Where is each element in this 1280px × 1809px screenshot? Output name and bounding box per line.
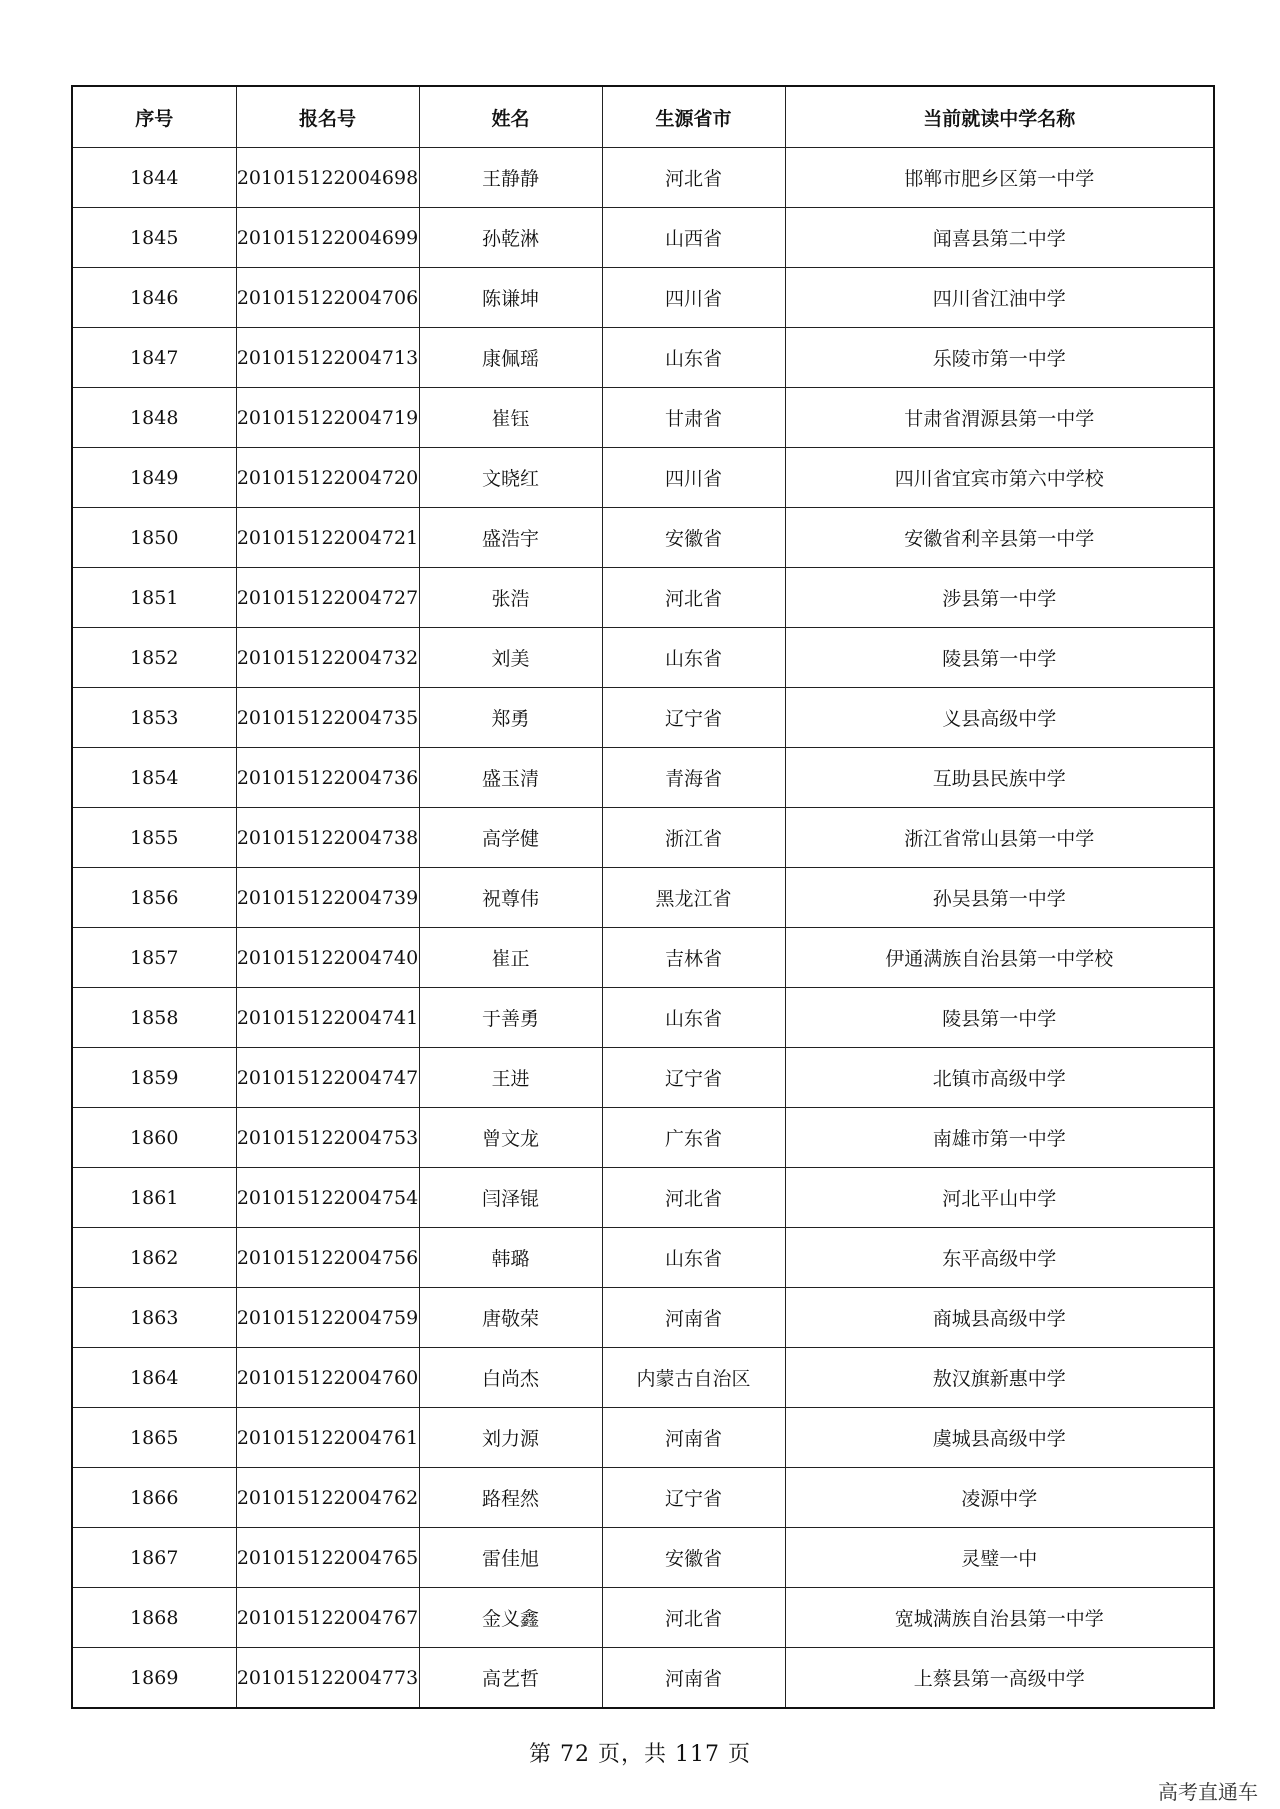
cell-reg-no: 201015122004732 [236,628,419,688]
cell-name: 孙乾淋 [419,208,602,268]
table-row [72,988,1214,1048]
cell-seq: 1857 [72,928,236,988]
cell-school: 闻喜县第二中学 [785,208,1214,268]
cell-seq: 1855 [72,808,236,868]
cell-reg-no: 201015122004738 [236,808,419,868]
cell-seq: 1863 [72,1288,236,1348]
cell-reg-no: 201015122004739 [236,868,419,928]
cell-seq: 1865 [72,1408,236,1468]
cell-name: 高艺哲 [419,1648,602,1709]
cell-name: 雷佳旭 [419,1528,602,1588]
cell-province: 辽宁省 [602,1468,785,1528]
cell-school: 宽城满族自治县第一中学 [785,1588,1214,1648]
cell-school: 商城县高级中学 [785,1288,1214,1348]
table-row [72,1648,1214,1709]
cell-province: 浙江省 [602,808,785,868]
table-row [72,1108,1214,1168]
cell-name: 祝尊伟 [419,868,602,928]
cell-province: 四川省 [602,448,785,508]
cell-name: 王进 [419,1048,602,1108]
cell-province: 四川省 [602,268,785,328]
cell-school: 陵县第一中学 [785,628,1214,688]
header-school: 当前就读中学名称 [785,86,1214,148]
table-row [72,328,1214,388]
table-row [72,1588,1214,1648]
cell-seq: 1847 [72,328,236,388]
cell-school: 甘肃省渭源县第一中学 [785,388,1214,448]
cell-province: 河北省 [602,1588,785,1648]
cell-reg-no: 201015122004762 [236,1468,419,1528]
cell-name: 张浩 [419,568,602,628]
cell-province: 安徽省 [602,1528,785,1588]
cell-school: 虞城县高级中学 [785,1408,1214,1468]
cell-seq: 1864 [72,1348,236,1408]
cell-name: 高学健 [419,808,602,868]
header-seq: 序号 [72,86,236,148]
cell-seq: 1856 [72,868,236,928]
cell-name: 郑勇 [419,688,602,748]
cell-school: 凌源中学 [785,1468,1214,1528]
cell-school: 四川省江油中学 [785,268,1214,328]
cell-reg-no: 201015122004713 [236,328,419,388]
cell-reg-no: 201015122004740 [236,928,419,988]
cell-reg-no: 201015122004719 [236,388,419,448]
table-row [72,1348,1214,1408]
table-row [72,268,1214,328]
cell-province: 河北省 [602,148,785,208]
cell-name: 金义鑫 [419,1588,602,1648]
cell-seq: 1860 [72,1108,236,1168]
cell-province: 广东省 [602,1108,785,1168]
cell-province: 安徽省 [602,508,785,568]
table-row [72,148,1214,208]
cell-seq: 1852 [72,628,236,688]
cell-school: 孙吴县第一中学 [785,868,1214,928]
table-body [72,148,1214,1709]
cell-province: 河南省 [602,1288,785,1348]
cell-school: 东平高级中学 [785,1228,1214,1288]
cell-name: 文晓红 [419,448,602,508]
cell-reg-no: 201015122004754 [236,1168,419,1228]
cell-reg-no: 201015122004760 [236,1348,419,1408]
cell-seq: 1858 [72,988,236,1048]
cell-seq: 1844 [72,148,236,208]
header-province: 生源省市 [602,86,785,148]
cell-province: 山西省 [602,208,785,268]
cell-seq: 1848 [72,388,236,448]
cell-school: 北镇市高级中学 [785,1048,1214,1108]
cell-province: 河南省 [602,1648,785,1709]
cell-name: 康佩瑶 [419,328,602,388]
cell-seq: 1861 [72,1168,236,1228]
table-row [72,928,1214,988]
page-number-text: 第 72 页，共 117 页 [529,1742,751,1767]
table-row [72,748,1214,808]
table-row [72,1528,1214,1588]
table-row [72,1168,1214,1228]
cell-reg-no: 201015122004721 [236,508,419,568]
cell-province: 山东省 [602,628,785,688]
cell-name: 闫泽锟 [419,1168,602,1228]
cell-province: 河北省 [602,568,785,628]
cell-seq: 1849 [72,448,236,508]
cell-seq: 1851 [72,568,236,628]
cell-name: 陈谦坤 [419,268,602,328]
table-header-row [72,86,1214,148]
cell-school: 邯郸市肥乡区第一中学 [785,148,1214,208]
cell-reg-no: 201015122004761 [236,1408,419,1468]
table-row [72,1048,1214,1108]
cell-reg-no: 201015122004735 [236,688,419,748]
cell-reg-no: 201015122004706 [236,268,419,328]
table-row [72,808,1214,868]
table-row [72,628,1214,688]
cell-reg-no: 201015122004753 [236,1108,419,1168]
cell-province: 吉林省 [602,928,785,988]
header-name: 姓名 [419,86,602,148]
cell-province: 内蒙古自治区 [602,1348,785,1408]
cell-reg-no: 201015122004698 [236,148,419,208]
cell-name: 崔正 [419,928,602,988]
cell-seq: 1869 [72,1648,236,1709]
cell-name: 王静静 [419,148,602,208]
cell-reg-no: 201015122004720 [236,448,419,508]
watermark-text: 高考直通车 [1158,1780,1258,1804]
cell-school: 敖汉旗新惠中学 [785,1348,1214,1408]
cell-name: 刘力源 [419,1408,602,1468]
page-footer [0,1737,1280,1768]
cell-school: 乐陵市第一中学 [785,328,1214,388]
cell-province: 辽宁省 [602,1048,785,1108]
cell-seq: 1866 [72,1468,236,1528]
cell-province: 河北省 [602,1168,785,1228]
cell-name: 路程然 [419,1468,602,1528]
cell-name: 曾文龙 [419,1108,602,1168]
cell-reg-no: 201015122004765 [236,1528,419,1588]
cell-reg-no: 201015122004767 [236,1588,419,1648]
cell-school: 安徽省利辛县第一中学 [785,508,1214,568]
cell-province: 甘肃省 [602,388,785,448]
cell-name: 白尚杰 [419,1348,602,1408]
cell-province: 辽宁省 [602,688,785,748]
cell-name: 唐敬荣 [419,1288,602,1348]
cell-seq: 1859 [72,1048,236,1108]
cell-province: 山东省 [602,988,785,1048]
cell-school: 陵县第一中学 [785,988,1214,1048]
cell-name: 韩璐 [419,1228,602,1288]
table-row [72,388,1214,448]
cell-reg-no: 201015122004773 [236,1648,419,1709]
cell-school: 四川省宜宾市第六中学校 [785,448,1214,508]
admission-list-table [71,85,1215,1709]
table-row [72,1228,1214,1288]
cell-seq: 1846 [72,268,236,328]
cell-reg-no: 201015122004727 [236,568,419,628]
cell-seq: 1854 [72,748,236,808]
table-row [72,208,1214,268]
cell-reg-no: 201015122004759 [236,1288,419,1348]
cell-name: 盛玉清 [419,748,602,808]
cell-province: 黑龙江省 [602,868,785,928]
cell-seq: 1850 [72,508,236,568]
header-reg-no: 报名号 [236,86,419,148]
cell-school: 河北平山中学 [785,1168,1214,1228]
cell-name: 于善勇 [419,988,602,1048]
table-row [72,688,1214,748]
cell-school: 互助县民族中学 [785,748,1214,808]
cell-school: 南雄市第一中学 [785,1108,1214,1168]
cell-reg-no: 201015122004756 [236,1228,419,1288]
cell-reg-no: 201015122004747 [236,1048,419,1108]
cell-province: 山东省 [602,328,785,388]
table-row [72,1408,1214,1468]
cell-province: 河南省 [602,1408,785,1468]
cell-school: 涉县第一中学 [785,568,1214,628]
table-row [72,868,1214,928]
cell-seq: 1867 [72,1528,236,1588]
cell-reg-no: 201015122004741 [236,988,419,1048]
cell-province: 青海省 [602,748,785,808]
table-row [72,448,1214,508]
cell-seq: 1853 [72,688,236,748]
cell-school: 灵璧一中 [785,1528,1214,1588]
cell-reg-no: 201015122004699 [236,208,419,268]
table-row [72,508,1214,568]
cell-seq: 1868 [72,1588,236,1648]
cell-school: 浙江省常山县第一中学 [785,808,1214,868]
cell-name: 崔钰 [419,388,602,448]
cell-name: 盛浩宇 [419,508,602,568]
table-row [72,1288,1214,1348]
table-row [72,568,1214,628]
table-row [72,1468,1214,1528]
cell-province: 山东省 [602,1228,785,1288]
cell-name: 刘美 [419,628,602,688]
cell-seq: 1845 [72,208,236,268]
cell-reg-no: 201015122004736 [236,748,419,808]
cell-school: 上蔡县第一高级中学 [785,1648,1214,1709]
cell-seq: 1862 [72,1228,236,1288]
cell-school: 伊通满族自治县第一中学校 [785,928,1214,988]
cell-school: 义县高级中学 [785,688,1214,748]
